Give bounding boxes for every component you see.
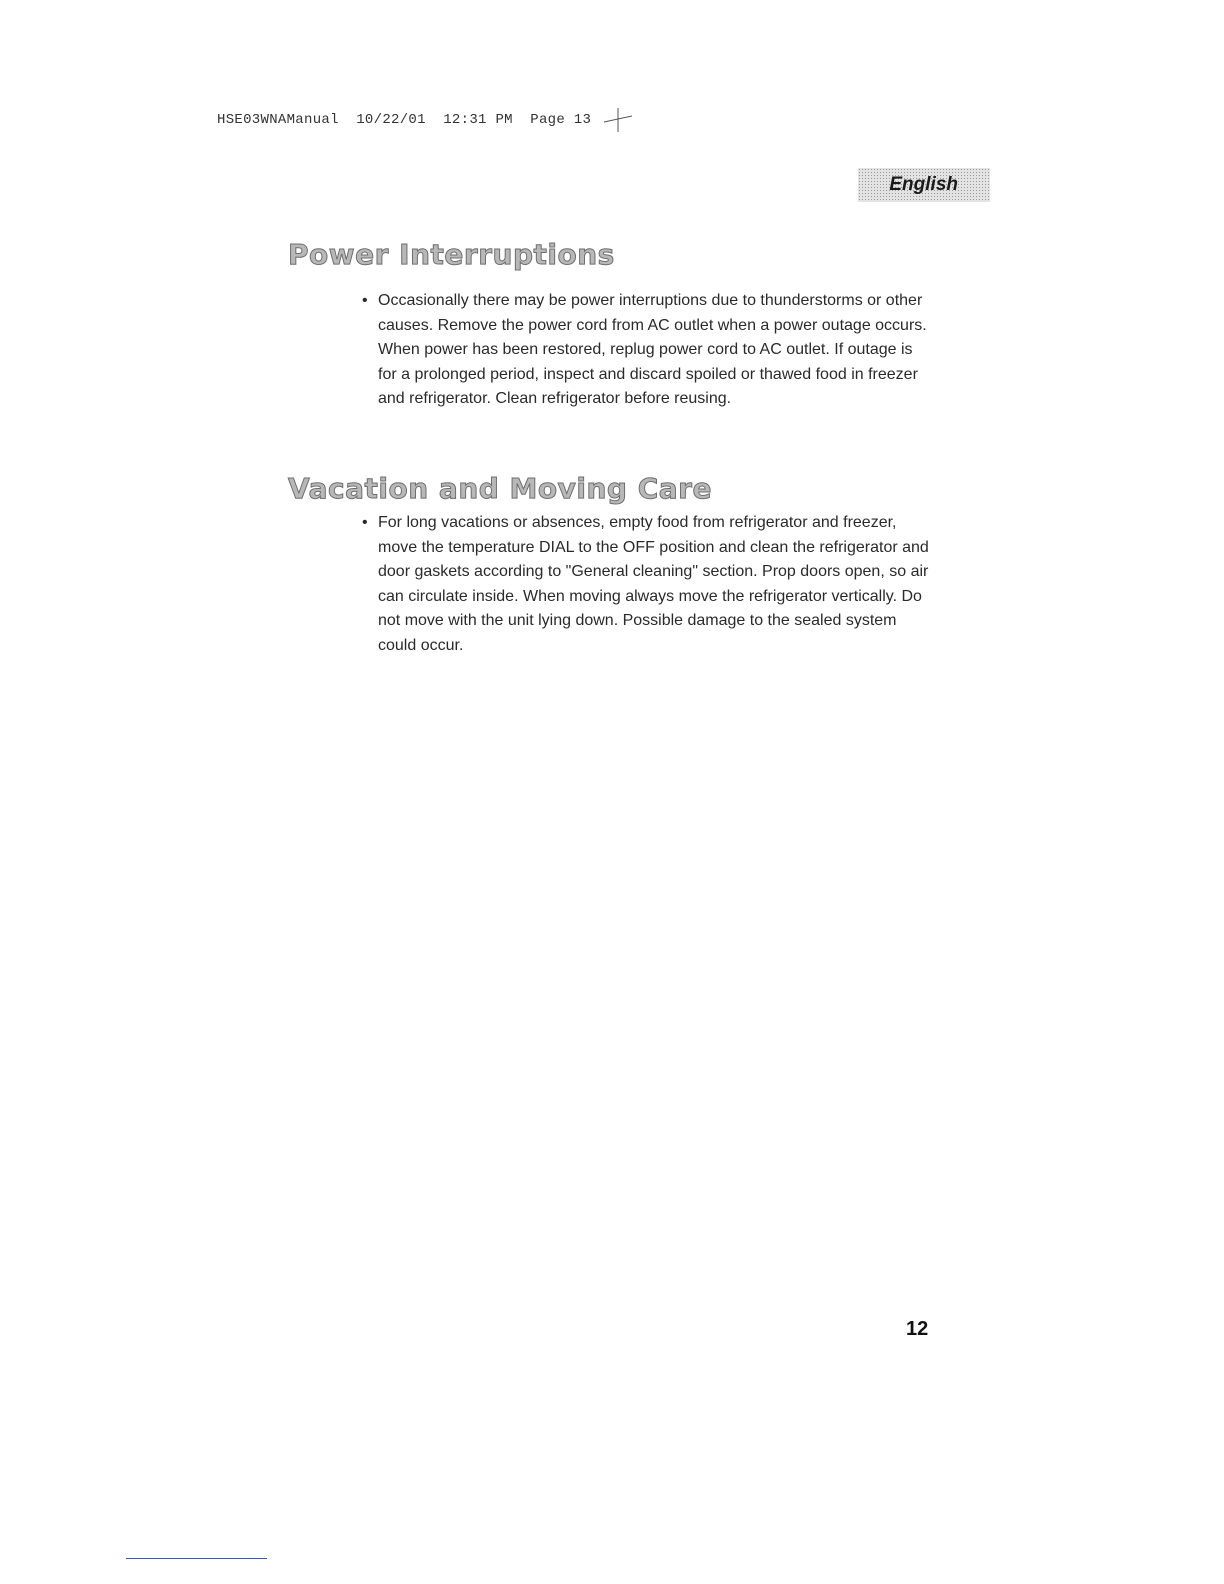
power-interruptions-text: Occasionally there may be power interruptions due to thunderstorms or other causes. Remove the power cord from AC outlet when a power outage occurs. When power has been restored, replug power cord to AC outlet. If outage is for a prolonged period, inspect and discard spoiled or thawed food in freezer and refrigerator. Clean refrigerator before reusing. xyxy=(378,292,927,407)
vacation-moving-care-list xyxy=(362,511,932,658)
section-title-vacation-moving-care: Vacation and Moving Care xyxy=(288,472,712,505)
footer-rule xyxy=(126,1558,267,1559)
page-number: 12 xyxy=(906,1318,929,1340)
print-slug-header: HSE03WNAManual 10/22/01 12:31 PM Page 13 xyxy=(217,112,592,128)
language-tab xyxy=(858,168,990,202)
crop-mark-icon xyxy=(600,108,634,132)
bullet-icon: • xyxy=(362,514,368,531)
vacation-moving-care-text: For long vacations or absences, empty food from refrigerator and freezer, move the temperature DIAL to the OFF position and clean the refrigerator and door gaskets according to "General cleaning" section. Prop doors open, so air can circulate inside. When moving always move the refrigerator vertically. Do not move with the unit lying down. Possible damage to the sealed system could occur. xyxy=(378,514,929,654)
list-item xyxy=(362,511,932,658)
language-label: English xyxy=(889,174,958,195)
section-title-power-interruptions: Power Interruptions xyxy=(288,238,615,271)
bullet-icon: • xyxy=(362,292,368,309)
list-item xyxy=(362,289,932,412)
power-interruptions-list xyxy=(362,289,932,412)
